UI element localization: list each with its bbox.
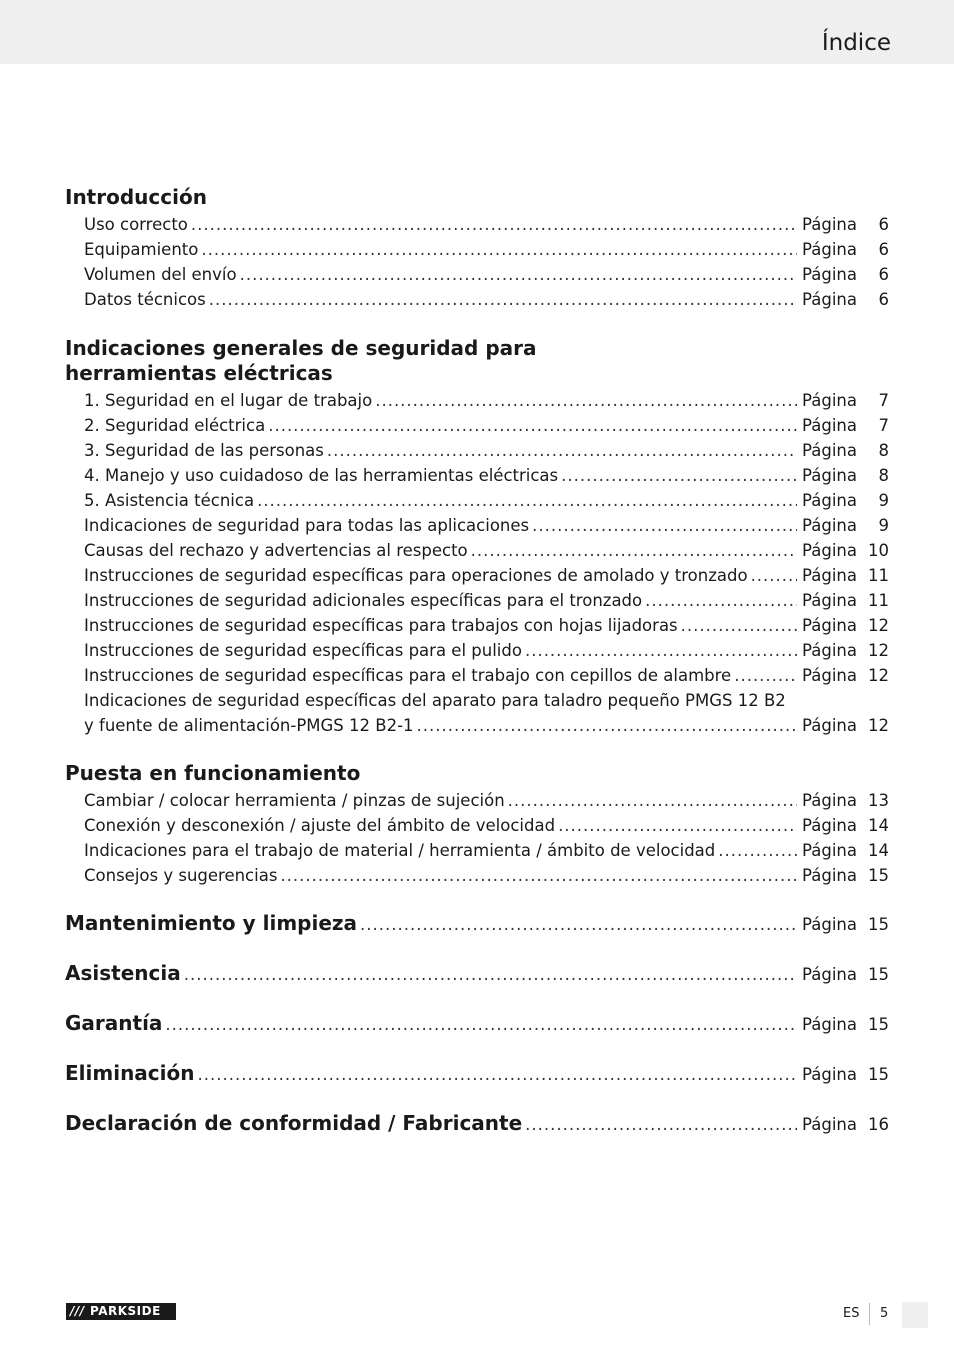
toc-entry[interactable]: y fuente de alimentación-PMGS 12 B2-1 ..... Página 12 [84,713,889,738]
footer-tab-box [902,1302,928,1328]
dot-leader [532,513,797,538]
footer-divider [869,1303,870,1325]
dot-leader [360,912,797,937]
section-title-introduccion: Introducción [65,185,207,209]
dot-leader [198,1062,798,1087]
toc-major-entry[interactable]: Declaración de conformidad / Fabricante ..... Página 16 [65,1111,889,1136]
toc-entry[interactable]: Causas del rechazo y advertencias al respecto ..... Página 10 [84,538,889,563]
dot-leader [681,613,797,638]
toc-major-entry[interactable]: Asistencia ..... Página 15 [65,961,889,986]
toc-major-entry[interactable]: Garantía ..... Página 15 [65,1011,889,1036]
toc-major-entry[interactable]: Eliminación ..... Página 15 [65,1061,889,1086]
section-title-seguridad-line1: Indicaciones generales de seguridad para [65,336,537,360]
toc-entry[interactable]: Cambiar / colocar herramienta / pinzas de sujeción ..... Página 13 [84,788,889,813]
dot-leader [268,413,797,438]
dot-leader [417,713,798,738]
dot-leader [645,588,797,613]
dot-leader [191,212,797,237]
dot-leader [165,1012,797,1037]
page-title: Índice [821,30,891,56]
dot-leader [525,638,797,663]
toc-entry[interactable]: Instrucciones de seguridad adicionales específicas para el tronzado ..... Página 11 [84,588,889,613]
toc-entry[interactable]: 1. Seguridad en el lugar de trabajo ..... Página 7 [84,388,889,413]
dot-leader [751,563,797,588]
dot-leader [257,488,797,513]
toc-entry[interactable]: 2. Seguridad eléctrica ..... Página 7 [84,413,889,438]
toc-entry[interactable]: Consejos y sugerencias ..... Página 15 [84,863,889,888]
dot-leader [240,262,797,287]
parkside-logo [66,1303,176,1320]
dot-leader [508,788,797,813]
toc-entry[interactable]: 3. Seguridad de las personas ..... Página 8 [84,438,889,463]
dot-leader [734,663,797,688]
toc-entry[interactable]: Indicaciones para el trabajo de material / herramienta / ámbito de velocidad ..... Página 14 [84,838,889,863]
dot-leader [327,438,797,463]
toc-entry-line1[interactable]: Indicaciones de seguridad específicas del aparato para taladro pequeño PMGS 12 B2 [84,691,786,710]
toc-entry[interactable]: 5. Asistencia técnica ..... Página 9 [84,488,889,513]
toc-major-entry[interactable]: Mantenimiento y limpieza ..... Página 15 [65,911,889,936]
dot-leader [201,237,797,262]
dot-leader [209,287,797,312]
dot-leader [525,1112,797,1137]
header-band [0,0,954,64]
toc-entry[interactable]: Instrucciones de seguridad específicas para el pulido ..... Página 12 [84,638,889,663]
logo-text: PARKSIDE [90,1304,161,1318]
toc-entry[interactable]: Instrucciones de seguridad específicas para trabajos con hojas lijadoras ..... Página 12 [84,613,889,638]
toc-entry[interactable]: Datos técnicos ..... Página 6 [84,287,889,312]
toc-entry[interactable]: Uso correcto ..... Página 6 [84,212,889,237]
dot-leader [375,388,797,413]
dot-leader [280,863,797,888]
dot-leader [471,538,797,563]
section-title-puesta-en-funcionamiento: Puesta en funcionamiento [65,761,361,785]
dot-leader [718,838,797,863]
page-number: 5 [880,1306,889,1321]
dot-leader [561,463,797,488]
dot-leader [184,962,797,987]
toc-entry[interactable]: Volumen del envío ..... Página 6 [84,262,889,287]
section-title-seguridad-line2: herramientas eléctricas [65,361,333,385]
toc-entry[interactable]: Instrucciones de seguridad específicas para operaciones de amolado y tronzado ..... Página 11 [84,563,889,588]
dot-leader [558,813,797,838]
language-code: ES [843,1306,860,1321]
toc-entry[interactable]: Instrucciones de seguridad específicas para el trabajo con cepillos de alambre ..... Página 12 [84,663,889,688]
toc-entry[interactable]: 4. Manejo y uso cuidadoso de las herramientas eléctricas ..... Página 8 [84,463,889,488]
toc-entry[interactable]: Indicaciones de seguridad para todas las aplicaciones ..... Página 9 [84,513,889,538]
logo-slashes: /// [70,1304,85,1318]
toc-entry[interactable]: Equipamiento ..... Página 6 [84,237,889,262]
toc-entry[interactable]: Conexión y desconexión / ajuste del ámbito de velocidad ..... Página 14 [84,813,889,838]
